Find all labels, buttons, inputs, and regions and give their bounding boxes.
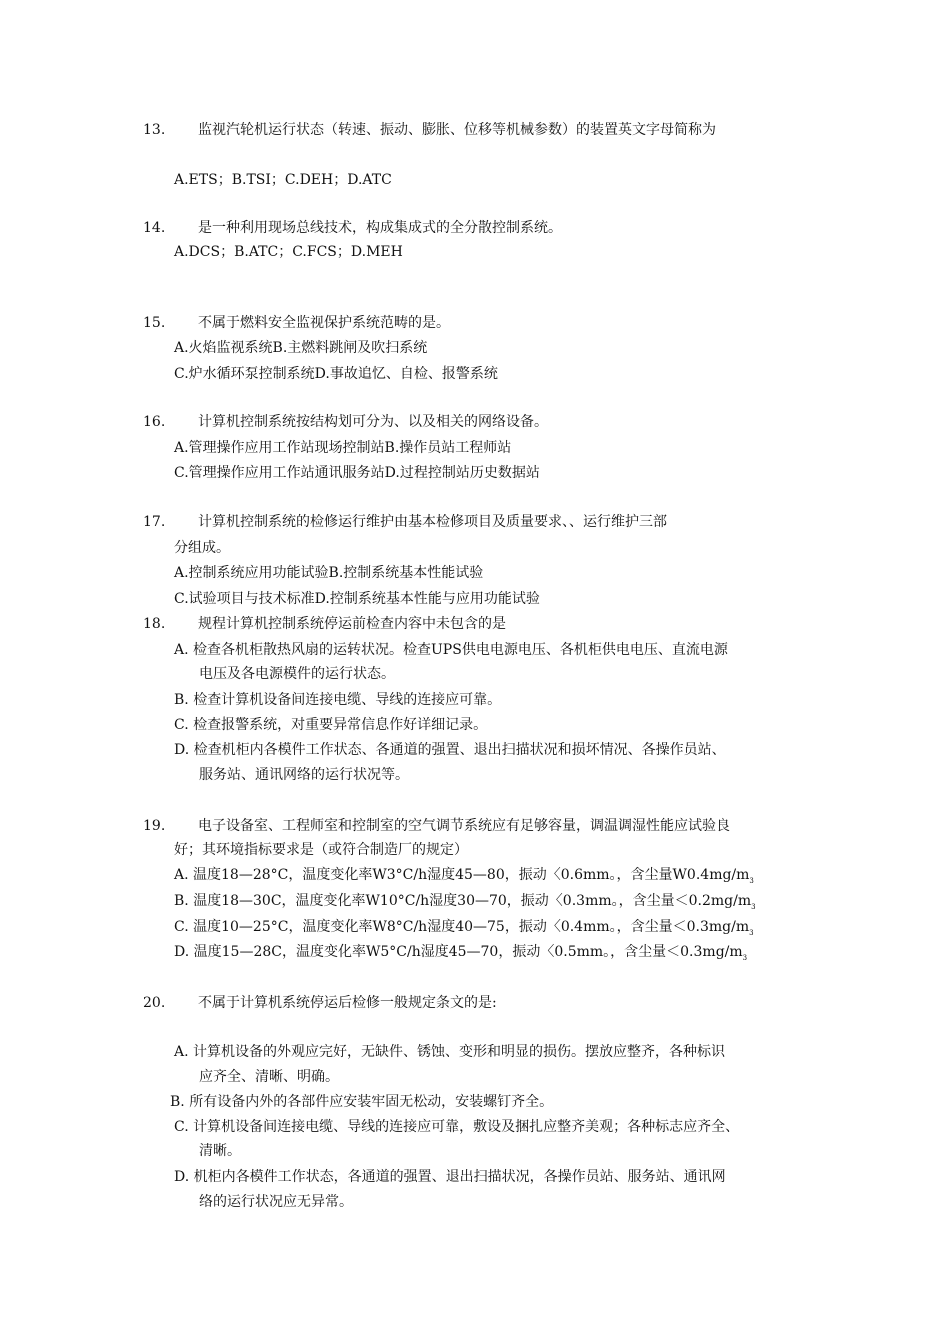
question-19-stem-continued: 好；其环境指标要求是（或符合制造厂的规定） [174,842,468,858]
question-18-stem: 规程计算机控制系统停运前检查内容中未包含的是 [198,616,506,632]
unit-subscript: 3 [751,902,756,911]
question-20-option-b: B. 所有设备内外的各部件应安装牢固无松动，安装螺钉齐全。 [170,1094,554,1110]
question-13-stem: 监视汽轮机运行状态（转速、振动、膨胀、位移等机械参数）的装置英文字母简称为 [198,122,716,138]
question-18-option-b: B. 检查计算机设备间连接电缆、导线的连接应可靠。 [174,692,502,708]
question-13-options: A.ETS；B.TSI；C.DEH；D.ATC [174,172,392,188]
unit-subscript: 3 [742,953,748,962]
question-17-option-ab: A.控制系统应用功能试验B.控制系统基本性能试验 [174,565,484,581]
question-18-option-c: C. 检查报警系统，对重要异常信息作好详细记录。 [174,717,488,733]
question-19-stem: 电子设备室、工程师室和控制室的空气调节系统应有足够容量，调温调湿性能应试验良 [198,818,730,834]
question-14-number: 14. [143,220,166,236]
question-18-option-a-continued: 电压及各电源模件的运行状态。 [199,666,395,682]
question-20-option-c-continued: 清晰。 [199,1143,241,1159]
question-18-option-d-continued: 服务站、通讯网络的运行状况等。 [199,767,409,783]
question-18-number: 18. [143,616,166,632]
question-16-stem: 计算机控制系统按结构划可分为、以及相关的网络设备。 [198,414,548,430]
question-17-stem: 计算机控制系统的检修运行维护由基本检修项目及质量要求、、运行维护三部 [198,514,667,530]
question-20-option-a: A. 计算机设备的外观应完好，无缺件、锈蚀、变形和明显的损伤。摆放应整齐，各种标识 [174,1044,726,1060]
question-15-option-cd: C.炉水循环泵控制系统D.事故追忆、自检、报警系统 [174,366,498,382]
question-17-stem-continued: 分组成。 [174,540,230,556]
question-19-option-d: D. 温度15—28C，温度变化率W5°C/h湿度45—70，振动〈0.5mm。，含尘量$<0.3mg/m_3$ [174,944,748,962]
question-15-stem: 不属于燃料安全监视保护系统范畴的是。 [198,315,450,331]
question-15-number: 15. [143,315,166,331]
question-19-option-a: A. 温度18—28°C，温度变化率W3°C/h湿度45—80，振动〈0.6mm。，含尘量$W0.4mg/m_3$ [174,867,754,885]
question-13-number: 13. [143,122,166,138]
question-20-number: 20. [143,995,166,1011]
question-14-options: A.DCS；B.ATC；C.FCS；D.MEH [174,244,403,260]
question-20-option-a-continued: 应齐全、清晰、明确。 [199,1069,339,1085]
question-18-option-d: D. 检查机柜内各模件工作状态、各通道的强置、退出扫描状况和损坏情况、各操作员站、 [174,742,726,758]
question-20-option-c: C. 计算机设备间连接电缆、导线的连接应可靠，敷设及捆扎应整齐美观；各种标志应齐全、 [174,1119,740,1135]
question-20-stem: 不属于计算机系统停运后检修一般规定条文的是: [198,995,497,1011]
question-19-option-b: B. 温度18—30C，温度变化率W10°C/h湿度30—70，振动〈0.3mm。，含尘量$<0.2mg/m_3$ [174,893,756,911]
question-16-number: 16. [143,414,166,430]
question-16-option-cd: C.管理操作应用工作站通讯服务站D.过程控制站历史数据站 [174,465,540,481]
question-14-stem: 是一种利用现场总线技术，构成集成式的全分散控制系统。 [198,220,562,236]
unit-subscript: 3 [749,928,754,937]
unit-subscript: 3 [749,876,754,885]
question-15-option-ab: A.火焰监视系统B.主燃料跳闸及吹扫系统 [174,340,428,356]
question-18-option-a: A. 检查各机柜散热风扇的运转状况。检查UPS供电电源电压、各机柜供电电压、直流电源 [174,642,728,658]
question-17-number: 17. [143,514,166,530]
question-20-option-d: D. 机柜内各模件工作状态，各通道的强置、退出扫描状况，各操作员站、服务站、通讯网 [174,1169,726,1185]
question-20-option-d-continued: 络的运行状况应无异常。 [199,1194,353,1210]
question-19-option-c: C. 温度10—25°C，温度变化率W8°C/h湿度40—75，振动〈0.4mm。，含尘量$<0.3mg/m_3$ [174,919,754,937]
question-19-number: 19. [143,818,166,834]
question-17-option-cd: C.试验项目与技术标准D.控制系统基本性能与应用功能试验 [174,591,540,607]
question-16-option-ab: A.管理操作应用工作站现场控制站B.操作员站工程师站 [174,440,512,456]
